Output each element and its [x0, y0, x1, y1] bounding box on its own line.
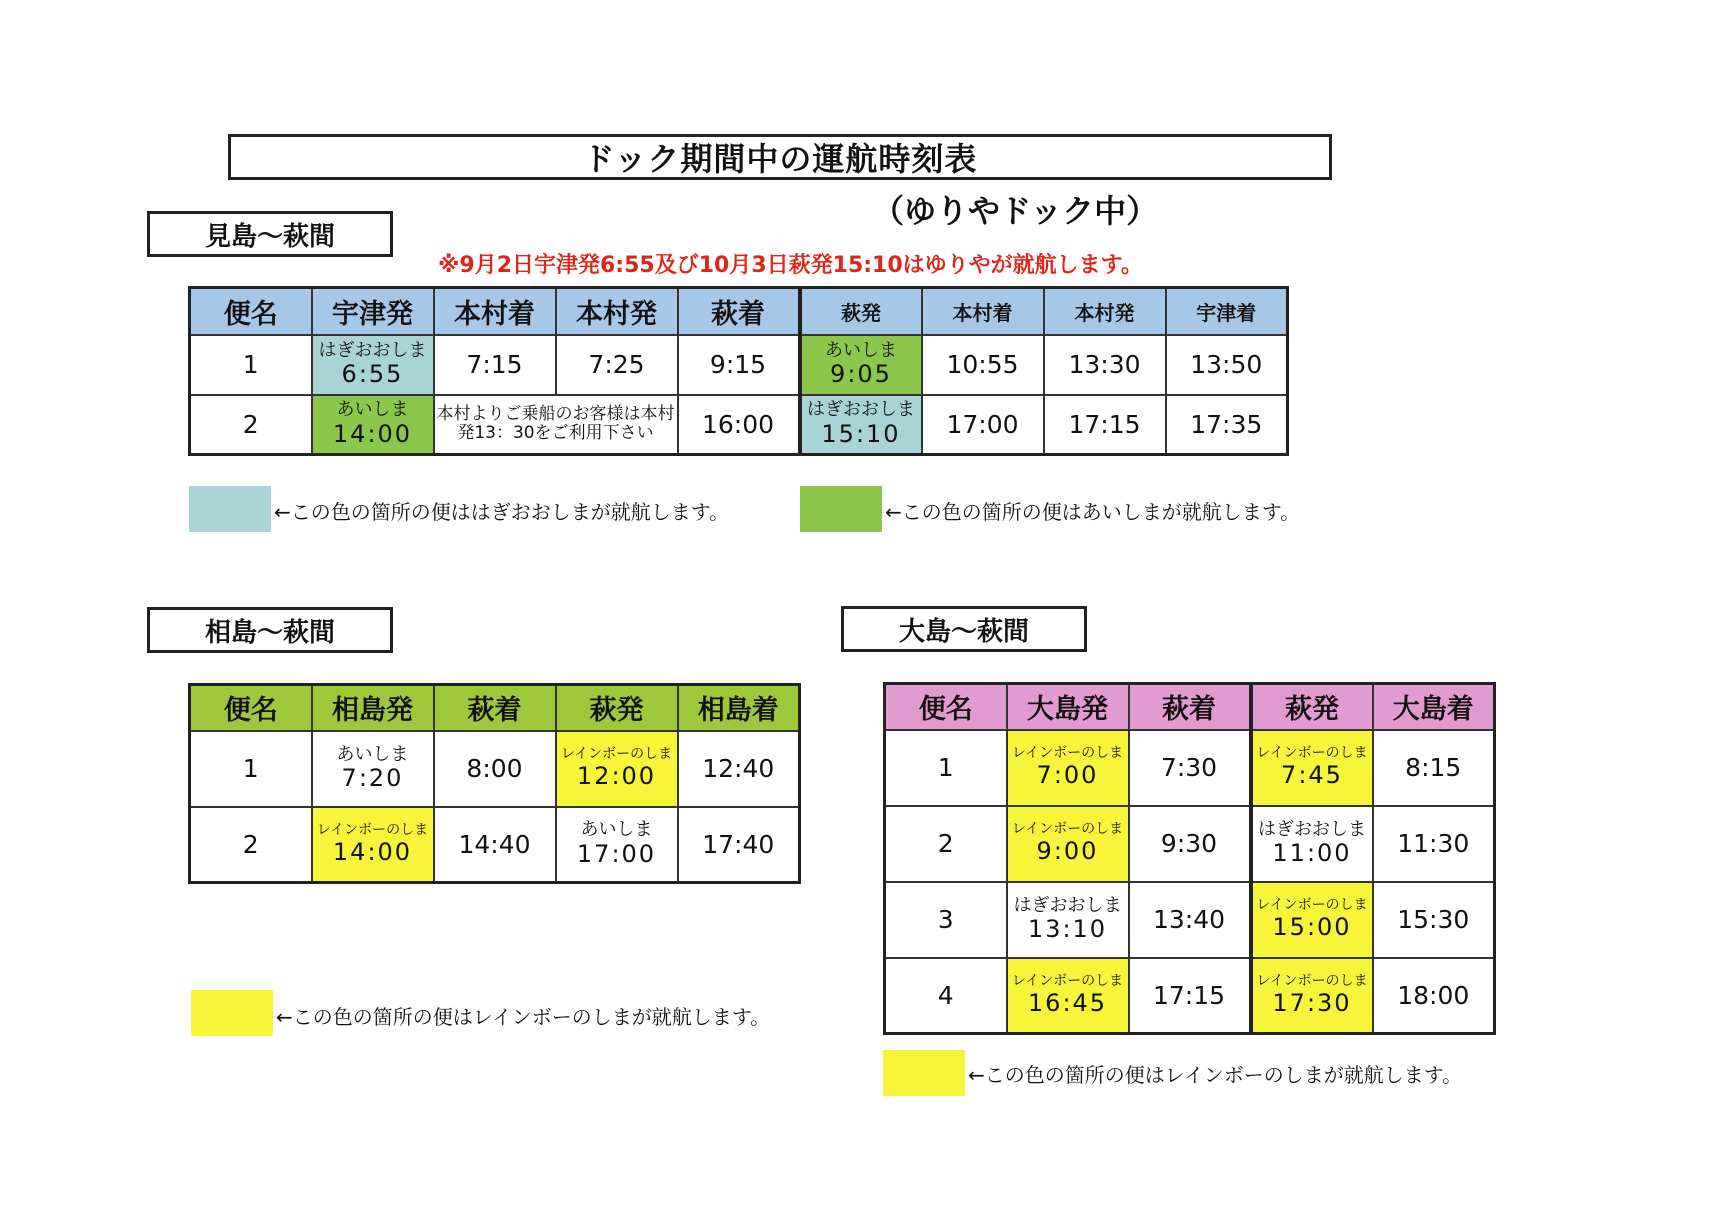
table-row — [885, 730, 1495, 806]
trip-number: 1 — [190, 731, 312, 807]
route-label-oshima — [841, 606, 1087, 652]
time-cell: 9:15 — [678, 335, 800, 395]
vessel-cell — [556, 731, 678, 807]
vessel-time: 17:30 — [1272, 988, 1352, 1017]
table-row — [190, 807, 800, 883]
vessel-cell — [1251, 882, 1373, 958]
aishima-header-row — [190, 685, 800, 731]
vessel-name: レインボーのしま — [1256, 744, 1368, 761]
header-cell: 萩発 — [1251, 684, 1373, 730]
time-cell: 8:00 — [434, 731, 556, 807]
trip-number: 4 — [885, 958, 1007, 1034]
vessel-name: あいしま — [825, 339, 897, 361]
time-cell: 16:00 — [678, 395, 800, 455]
honmura-note: 本村よりご乗船のお客様は本村発13：30をご利用下さい — [434, 395, 678, 455]
vessel-cell — [312, 731, 434, 807]
legend-swatch-aishima — [800, 486, 882, 532]
header-cell: 萩着 — [434, 685, 556, 731]
vessel-time: 9:00 — [1036, 837, 1099, 866]
legend-text-rainbow: ←この色の箇所の便はレインボーのしまが就航します。 — [276, 1005, 771, 1029]
header-cell: 相島発 — [312, 685, 434, 731]
mishima-timetable — [188, 286, 1289, 456]
vessel-name: レインボーのしま — [1256, 896, 1368, 913]
vessel-cell — [1007, 958, 1129, 1034]
oshima-header-row — [885, 684, 1495, 730]
vessel-time: 14:00 — [332, 837, 413, 866]
vessel-name: はぎおおしま — [1013, 894, 1122, 916]
header-cell: 便名 — [885, 684, 1007, 730]
header-cell: 相島着 — [678, 685, 800, 731]
vessel-name: あいしま — [336, 399, 409, 421]
header-cell: 本村着 — [434, 288, 556, 335]
time-cell: 12:40 — [678, 731, 800, 807]
table-row — [885, 958, 1495, 1034]
time-cell: 17:00 — [922, 395, 1044, 455]
legend-text-rainbow-oshima: ←この色の箇所の便はレインボーのしまが就航します。 — [968, 1063, 1463, 1087]
vessel-time: 7:45 — [1281, 761, 1343, 790]
time-cell: 13:30 — [1044, 335, 1166, 395]
aishima-timetable — [188, 683, 801, 884]
trip-number: 3 — [885, 882, 1007, 958]
trip-number: 2 — [190, 807, 312, 883]
time-cell: 13:50 — [1166, 335, 1288, 395]
time-cell: 11:30 — [1373, 806, 1495, 882]
page-title-text: ドック期間中の運航時刻表 — [582, 140, 978, 178]
vessel-name: レインボーのしま — [1256, 972, 1368, 989]
vessel-time: 9:05 — [830, 360, 892, 389]
vessel-time: 11:00 — [1272, 839, 1352, 868]
trip-number: 2 — [885, 806, 1007, 882]
vessel-name: レインボーのしま — [1011, 972, 1124, 989]
header-cell: 大島発 — [1007, 684, 1129, 730]
oshima-timetable — [883, 682, 1496, 1035]
vessel-name: あいしま — [580, 819, 653, 841]
time-cell: 8:15 — [1373, 730, 1495, 806]
header-cell: 宇津発 — [312, 288, 434, 335]
vessel-name: あいしま — [336, 743, 409, 765]
time-cell: 7:15 — [434, 335, 556, 395]
vessel-cell — [312, 335, 434, 395]
vessel-cell — [800, 335, 922, 395]
table-row — [885, 882, 1495, 958]
vessel-name: レインボーのしま — [1011, 820, 1124, 837]
route-label-aishima — [147, 607, 393, 653]
time-cell: 17:35 — [1166, 395, 1288, 455]
vessel-name: レインボーのしま — [1011, 744, 1124, 761]
vessel-cell — [1007, 882, 1129, 958]
vessel-cell — [312, 807, 434, 883]
vessel-name: はぎおおしま — [807, 399, 915, 421]
vessel-cell — [556, 807, 678, 883]
time-cell: 18:00 — [1373, 958, 1495, 1034]
route-label-oshima-text: 大島～萩間 — [898, 616, 1029, 647]
vessel-time: 17:00 — [576, 840, 657, 869]
header-cell: 萩着 — [1129, 684, 1251, 730]
notice-text: ※9月2日宇津発6:55及び10月3日萩発15:10はゆりやが就航します。 — [438, 253, 1143, 278]
page-subtitle: （ゆりやドック中） — [872, 192, 1159, 230]
vessel-cell — [800, 395, 922, 455]
vessel-time: 7:00 — [1036, 761, 1099, 790]
page-title — [228, 134, 1332, 180]
vessel-cell — [1251, 806, 1373, 882]
vessel-time: 14:00 — [332, 420, 413, 449]
header-cell: 宇津着 — [1166, 288, 1288, 335]
route-label-mishima — [147, 211, 393, 257]
mishima-header-row — [190, 288, 1288, 335]
legend-text-aishima: ←この色の箇所の便はあいしまが就航します。 — [885, 500, 1301, 524]
vessel-cell — [1251, 958, 1373, 1034]
header-cell: 大島着 — [1373, 684, 1495, 730]
legend-swatch-rainbow-oshima — [883, 1050, 965, 1096]
vessel-cell — [1251, 730, 1373, 806]
time-cell: 17:15 — [1044, 395, 1166, 455]
vessel-name: はぎおおしま — [318, 339, 427, 361]
header-cell: 本村発 — [1044, 288, 1166, 335]
vessel-name: はぎおおしま — [1258, 818, 1366, 840]
vessel-time: 16:45 — [1027, 988, 1108, 1017]
table-row — [190, 335, 1288, 395]
table-row — [885, 806, 1495, 882]
vessel-name: レインボーのしま — [316, 821, 429, 838]
vessel-time: 12:00 — [576, 762, 657, 791]
time-cell: 14:40 — [434, 807, 556, 883]
legend-swatch-hagi — [189, 486, 271, 532]
time-cell: 17:15 — [1129, 958, 1251, 1034]
header-cell: 便名 — [190, 685, 312, 731]
vessel-cell — [312, 395, 434, 455]
time-cell: 7:25 — [556, 335, 678, 395]
vessel-time: 13:10 — [1027, 915, 1108, 944]
time-cell: 15:30 — [1373, 882, 1495, 958]
vessel-name: レインボーのしま — [560, 745, 673, 762]
header-cell: 萩着 — [678, 288, 800, 335]
vessel-time: 15:00 — [1272, 913, 1352, 942]
vessel-time: 15:10 — [821, 420, 901, 449]
time-cell: 9:30 — [1129, 806, 1251, 882]
vessel-time: 6:55 — [341, 360, 404, 389]
trip-number: 1 — [190, 335, 312, 395]
route-label-aishima-text: 相島～萩間 — [204, 617, 335, 648]
header-cell: 本村発 — [556, 288, 678, 335]
time-cell: 13:40 — [1129, 882, 1251, 958]
vessel-cell — [1007, 730, 1129, 806]
trip-number: 2 — [190, 395, 312, 455]
vessel-time: 7:20 — [341, 764, 404, 793]
time-cell: 10:55 — [922, 335, 1044, 395]
route-label-mishima-text: 見島～萩間 — [204, 221, 335, 252]
table-row — [190, 395, 1288, 455]
header-cell: 便名 — [190, 288, 312, 335]
trip-number: 1 — [885, 730, 1007, 806]
header-cell: 萩発 — [800, 288, 922, 335]
legend-text-hagi: ←この色の箇所の便ははぎおおしまが就航します。 — [274, 500, 730, 524]
header-cell: 本村着 — [922, 288, 1044, 335]
time-cell: 7:30 — [1129, 730, 1251, 806]
legend-swatch-rainbow — [191, 990, 273, 1036]
header-cell: 萩発 — [556, 685, 678, 731]
table-row — [190, 731, 800, 807]
time-cell: 17:40 — [678, 807, 800, 883]
vessel-cell — [1007, 806, 1129, 882]
